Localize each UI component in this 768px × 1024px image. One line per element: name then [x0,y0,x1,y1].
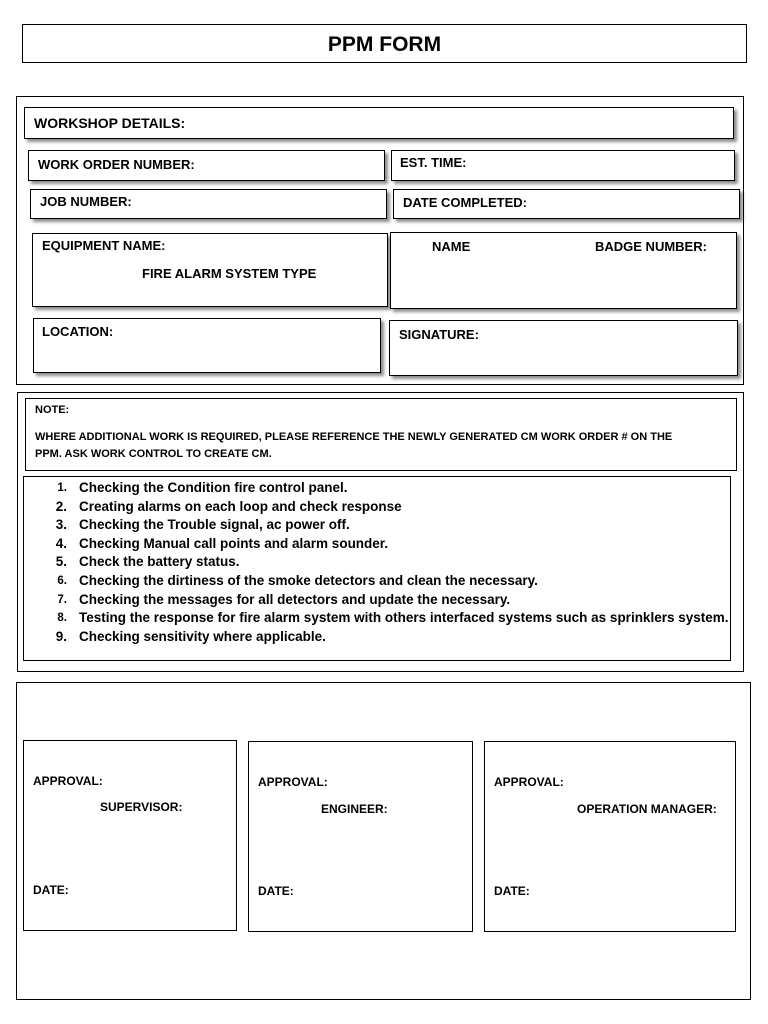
checklist-item-text: Testing the response for fire alarm system with others interfaced systems such as sprinklers system. [79,610,729,626]
form-title: PPM FORM [327,33,442,56]
location-label: LOCATION: [42,324,114,339]
approval-box-engineer[interactable] [248,741,473,932]
checklist-item-number: 6. [57,574,67,587]
est-time-field[interactable] [391,150,735,181]
approval-date-label: DATE: [494,884,530,898]
date-completed-field[interactable] [393,189,740,219]
checklist-item [36,536,729,555]
equipment-name-value: FIRE ALARM SYSTEM TYPE [142,266,317,281]
approval-box-supervisor[interactable] [23,740,237,931]
note-line-1: WHERE ADDITIONAL WORK IS REQUIRED, PLEASE REFERENCE THE NEWLY GENERATED CM WORK ORDER # ON THE [35,431,673,443]
note-line-2: PPM. ASK WORK CONTROL TO CREATE CM. [35,448,272,460]
date-completed-label: DATE COMPLETED: [403,195,527,210]
approval-role: ENGINEER: [321,802,388,816]
approval-role: SUPERVISOR: [100,800,183,814]
approval-date-label: DATE: [258,884,294,898]
equipment-name-label: EQUIPMENT NAME: [42,238,166,253]
badge-number-label: BADGE NUMBER: [595,239,707,254]
approval-label: APPROVAL: [258,775,328,789]
checklist-item-number: 7. [57,593,67,606]
form-title-box [22,24,747,63]
note-heading: NOTE: [35,404,70,416]
signature-label: SIGNATURE: [399,327,479,342]
checklist-item-number: 1. [57,482,67,494]
checklist-item [36,592,729,611]
job-number-field[interactable] [30,189,387,219]
note-box [25,398,737,471]
equipment-name-field[interactable] [32,233,388,307]
work-order-label: WORK ORDER NUMBER: [38,157,195,172]
checklist-item-text: Checking the Trouble signal, ac power off. [79,517,350,533]
name-label: NAME [432,239,471,254]
checklist-item-text: Checking the dirtiness of the smoke detectors and clean the necessary. [79,572,538,588]
checklist-item [36,629,729,648]
checklist-item-number: 8. [57,612,67,625]
checklist-item-number: 4. [55,535,67,551]
checklist-item-number: 2. [55,498,67,514]
checklist-item-text: Checking sensitivity where applicable. [79,628,326,644]
checklist-item [36,517,729,536]
job-number-label: JOB NUMBER: [40,194,132,209]
approval-role: OPERATION MANAGER: [577,802,717,816]
checklist-item [36,499,729,518]
checklist-item-number: 5. [55,554,67,570]
workshop-heading: WORKSHOP DETAILS: [34,115,186,131]
workshop-heading-box [24,107,734,139]
checklist [36,480,729,647]
approval-box-operation-manager[interactable] [484,741,736,932]
checklist-item [36,610,729,629]
approval-date-label: DATE: [33,883,69,897]
est-time-label: EST. TIME: [400,155,467,170]
checklist-item [36,573,729,592]
checklist-item-number: 9. [55,628,67,644]
approval-label: APPROVAL: [494,775,564,789]
work-order-field[interactable] [28,150,385,181]
signature-field[interactable] [389,320,738,376]
location-field[interactable] [33,318,381,373]
checklist-item-text: Check the battery status. [79,554,240,570]
checklist-item-number: 3. [55,517,67,533]
name-badge-field[interactable] [390,232,737,309]
checklist-item-text: Checking the messages for all detectors and update the necessary. [79,591,511,607]
checklist-item-text: Checking Manual call points and alarm sounder. [79,535,389,551]
approval-label: APPROVAL: [33,774,103,788]
checklist-item-text: Checking the Condition fire control panel. [79,480,348,495]
checklist-item [36,554,729,573]
checklist-item [36,480,729,499]
checklist-item-text: Creating alarms on each loop and check response [79,498,402,514]
